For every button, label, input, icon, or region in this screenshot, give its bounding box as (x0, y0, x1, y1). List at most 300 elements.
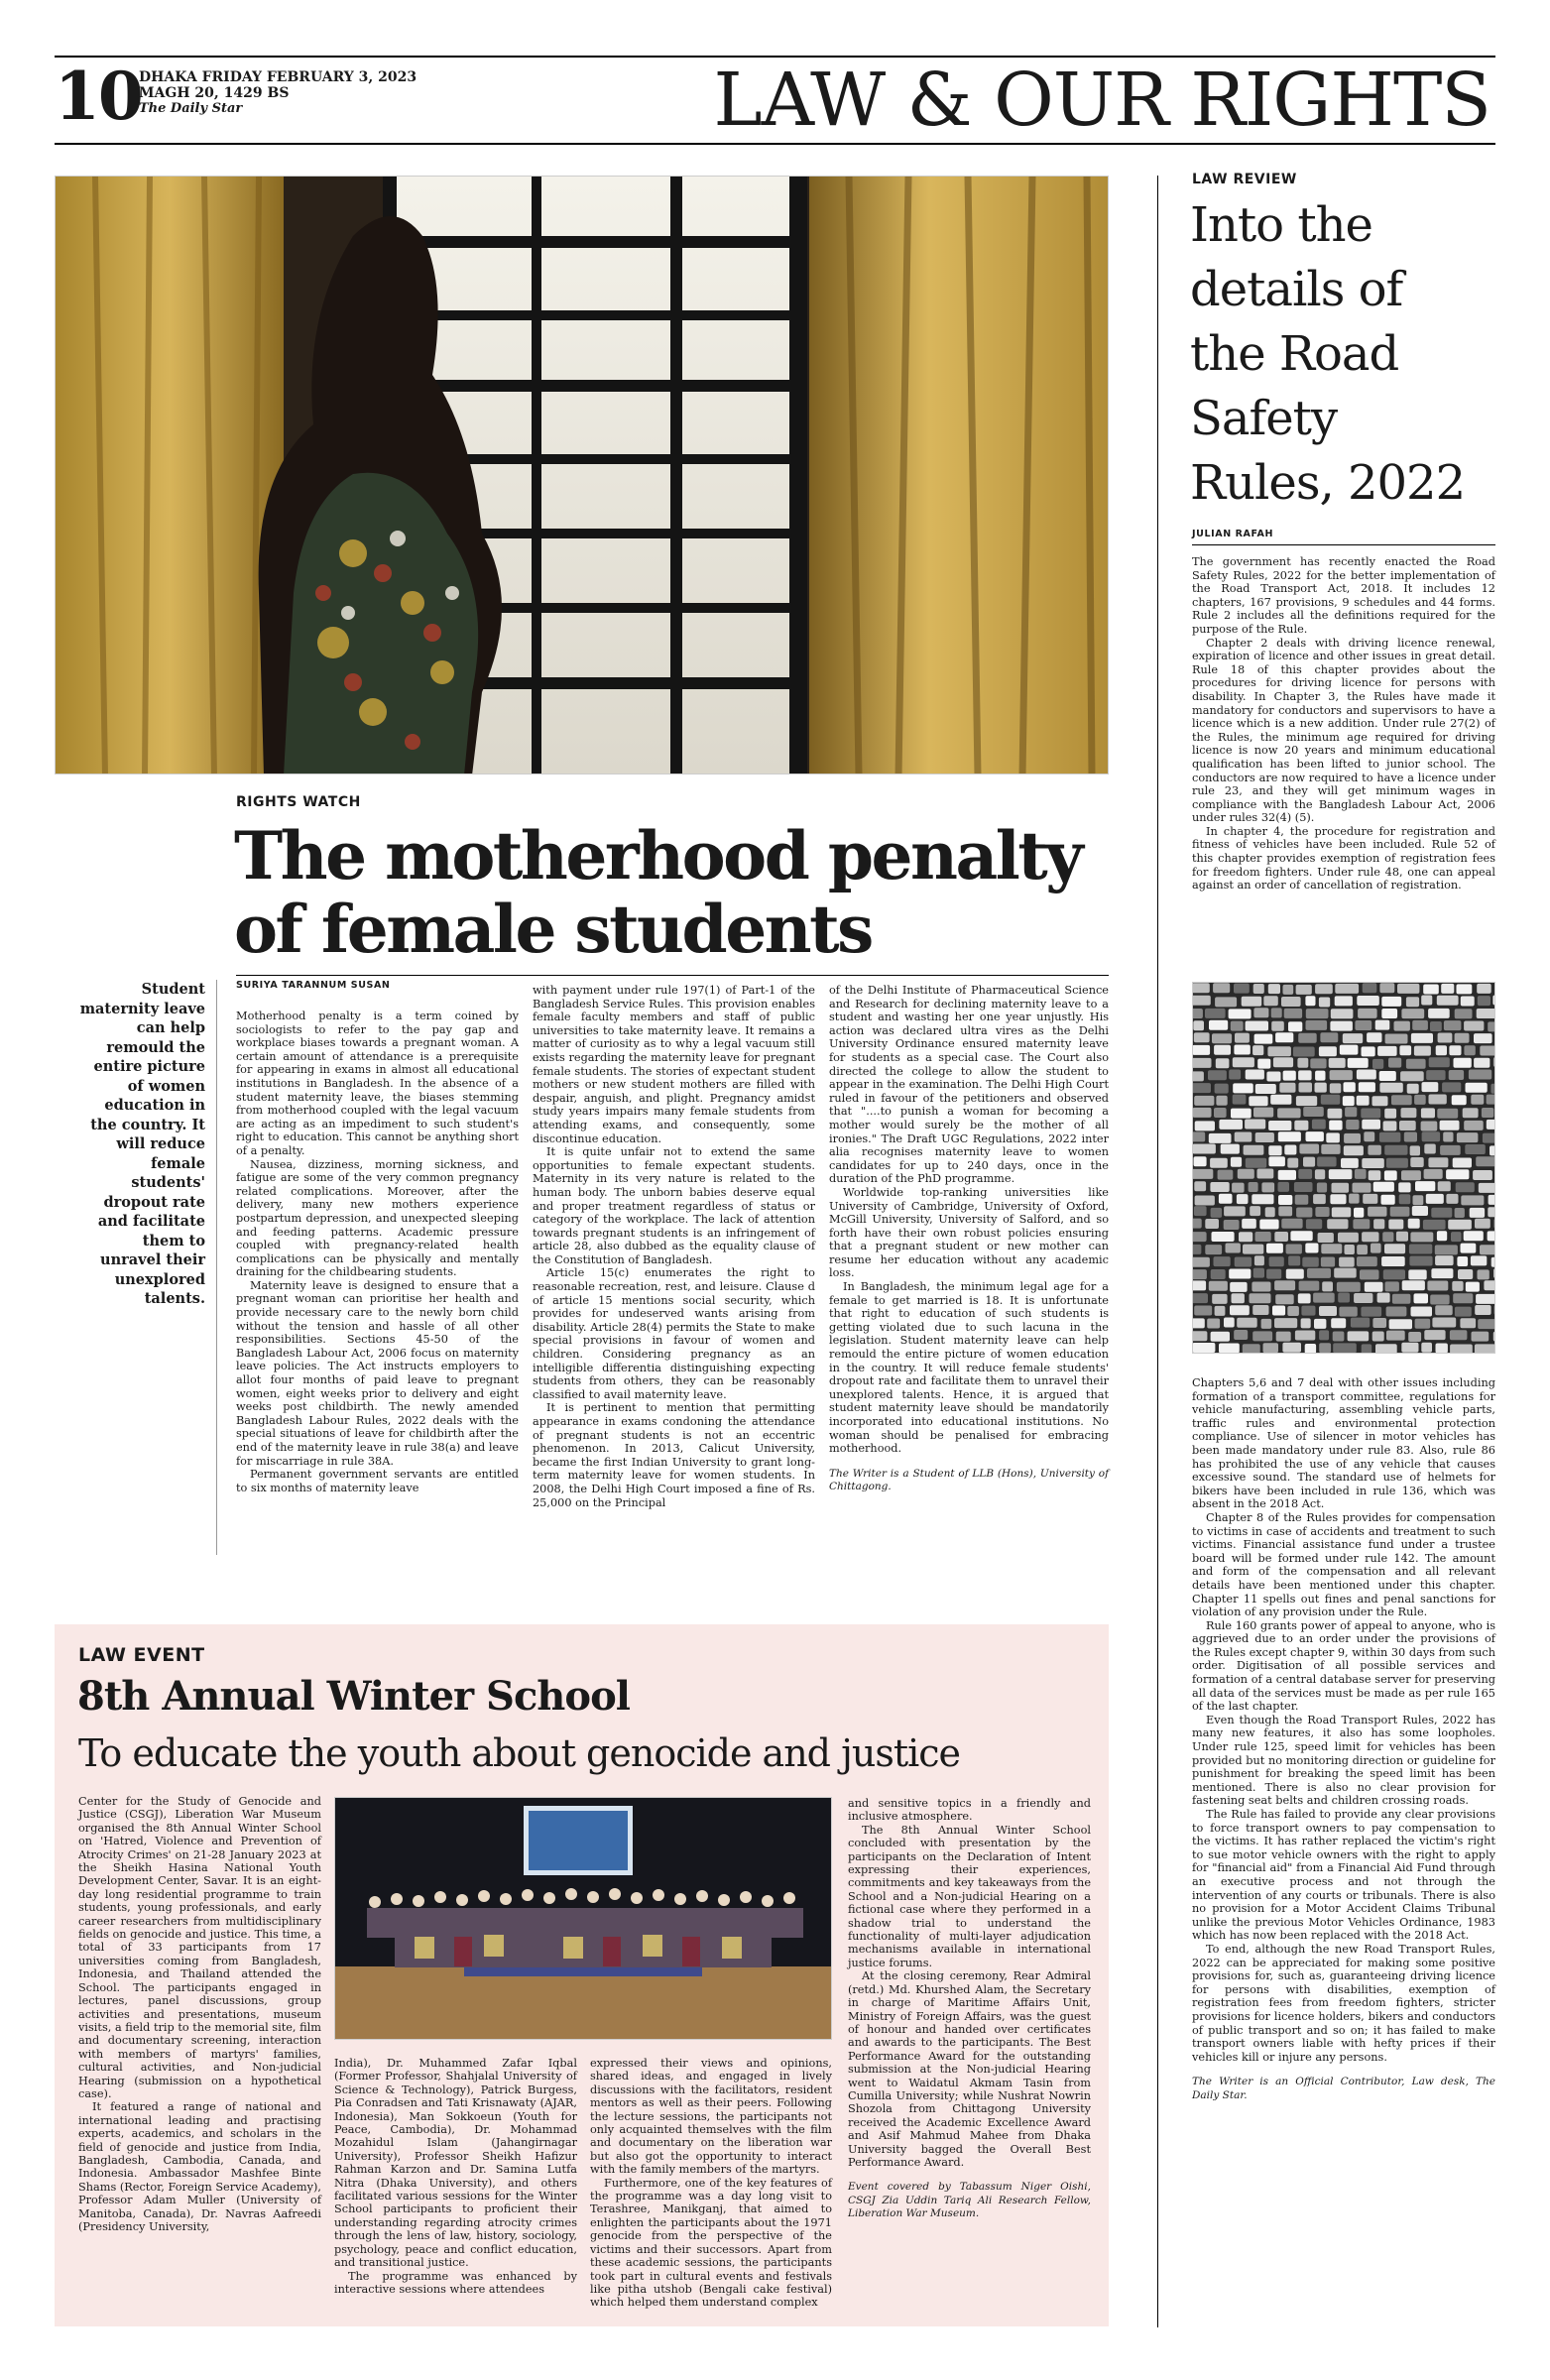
vehicle-shape (1332, 1207, 1351, 1217)
vehicle-shape (1331, 1009, 1354, 1018)
vehicle-shape (1396, 1232, 1408, 1242)
vehicle-shape (1307, 1268, 1331, 1278)
vehicle-shape (1320, 1032, 1338, 1042)
vehicle-shape (1411, 1033, 1433, 1043)
vehicle-shape (1299, 1144, 1319, 1154)
vehicle-shape (1319, 1330, 1329, 1340)
vehicle-shape (1209, 1020, 1228, 1030)
vehicle-shape (1488, 1207, 1495, 1217)
vehicle-shape (1193, 1144, 1216, 1154)
vehicle-shape (1254, 1034, 1273, 1044)
vehicle-shape (1446, 1169, 1469, 1179)
vehicle-shape (1287, 1306, 1299, 1316)
vehicle-shape (1329, 1169, 1353, 1179)
vehicle-shape (1344, 1133, 1361, 1143)
vehicle-shape (1427, 1281, 1448, 1291)
vehicle-shape (1327, 1219, 1348, 1229)
vehicle-shape (1488, 1231, 1495, 1241)
vehicle-shape (1466, 1083, 1488, 1093)
vehicle-shape (1464, 1021, 1484, 1031)
vehicle-shape (1306, 1009, 1329, 1018)
vehicle-shape (1235, 1132, 1252, 1142)
vehicle-shape (1259, 1220, 1278, 1230)
vehicle-shape (1478, 1269, 1490, 1279)
vehicle-shape (1424, 1169, 1443, 1179)
vehicle-shape (1461, 1244, 1477, 1253)
vehicle-shape (1193, 1343, 1215, 1353)
vehicle-shape (1319, 1046, 1337, 1056)
paragraph: with payment under rule 197(1) of Part-1 of the Bangladesh Service Rules. This provision enables female faculty members and staff of public universities to take maternity leave. It remains a matter of curiosity as to why a legal vacuum still exists regarding the maternity leave for pregnant female students. The stories of expectant student mothers or new student mothers are filled with despair, anguish, and plight. Pregnancy amidst study years impairs many female students from attending exams, and consequently, some discontinue education. (533, 984, 815, 1145)
headline-line: the Road (1190, 326, 1399, 382)
vehicle-shape (1383, 1269, 1405, 1279)
vehicle-shape (1349, 1194, 1360, 1204)
vehicle-shape (1463, 1108, 1479, 1118)
window-scene-illustration (56, 177, 1109, 774)
paragraph: Even though the Road Transport Rules, 2022 has many new features, it also has some loopholes. Under rule 125, speed limit for vehicles has been provided but no monitoring direction or guideline for punishment for breaking the speed limit has been mentioned. There is also no clear provision for fastening seat belts and children crossing roads. (1192, 1713, 1495, 1808)
paragraph: Rule 160 grants power of appeal to anyone, who is aggrieved due to an order under the provisions of the Rules except chapter 9, within 30 days from such order. Digitisation of all possible services and formation of a central database server for preserving all data of the services must be made as per rule 165 of the last chapter. (1192, 1618, 1495, 1714)
vehicle-shape (1344, 1082, 1356, 1092)
vehicle-shape (1334, 1268, 1357, 1278)
vehicle-shape (1306, 1020, 1328, 1030)
vehicle-shape (1234, 1330, 1248, 1340)
vehicle-shape (1315, 1083, 1327, 1093)
paragraph: Furthermore, one of the key features of the programme was a day long visit to Terashree, Manikganj, that aimed to enlighten the participants about the 1971 genocide from the perspective of the victims and their successors. Apart from these academic sessions, the participants took part in cultural events and festivals like pitha utshob (Bengali cake festival) which helped them understand complex (590, 2176, 832, 2310)
vehicle-shape (1288, 1255, 1300, 1265)
vehicle-shape (1283, 1071, 1296, 1081)
vehicle-shape (1479, 1183, 1495, 1193)
vehicle-shape (1318, 1233, 1334, 1243)
vehicle-shape (1453, 1293, 1473, 1303)
vehicle-shape (1335, 984, 1359, 994)
column-divider (1157, 176, 1158, 2327)
pull-quote-rule (216, 980, 217, 1555)
vehicle-shape (1353, 1219, 1370, 1229)
vehicle-shape (1294, 1121, 1308, 1130)
vehicle-shape (1435, 1255, 1454, 1265)
vehicle-shape (1321, 1257, 1335, 1267)
vehicle-shape (1437, 1109, 1458, 1119)
vehicle-shape (1406, 1059, 1426, 1069)
law-event-col-2 (334, 2057, 577, 2296)
vehicle-shape (1216, 1058, 1230, 1068)
vehicle-shape (1278, 1182, 1290, 1192)
vehicle-shape (1296, 1096, 1317, 1106)
vehicle-shape (1490, 1145, 1495, 1155)
vehicle-shape (1408, 1332, 1421, 1342)
paper-name: The Daily Star (139, 101, 243, 116)
vehicle-shape (1212, 1294, 1227, 1304)
vehicle-shape (1319, 998, 1330, 1008)
vehicle-shape (1193, 1257, 1210, 1267)
paragraph: expressed their views and opinions, shared ideas, and engaged in lively discussions with the facilitators, resident mentors as well as their peers. Following the lecture sessions, the participants not only acquainted themselves with the film and documentary on the liberation war but also got the opportunity to interact with the family members of the martyrs. (590, 2057, 832, 2177)
vehicle-shape (1234, 1045, 1250, 1055)
vehicle-shape (1211, 1208, 1223, 1218)
vehicle-shape (1322, 1281, 1333, 1291)
paragraph: Nausea, dizziness, morning sickness, and fatigue are some of the very common pregnancy related complications. Moreover, after the delivery, many new mothers experience postpartum depression, and unexpected sleeping and feeding patterns. Academic pressure coupled with pregnancy-related health complications can be physically and mentally draining for the childbearing students. (236, 1157, 519, 1279)
vehicle-shape (1282, 1343, 1301, 1353)
vehicle-shape (1317, 1183, 1327, 1193)
vehicle-shape (1484, 1280, 1495, 1290)
vehicle-shape (1384, 1170, 1397, 1180)
paragraph: Chapters 5,6 and 7 deal with other issues including formation of a transport committee, regulations for vehicle manufacturing, assembling vehicle parts, traffic rules and environmental protection compliance. Use of silencer in motor vehicles has been made mandatory under rule 83. Also, rule 86 has prohibited the use of any vehicle that causes excessive sound. The standard use of helmets for bikers have been included in rule 136, which was absent in the 2018 Act. (1192, 1376, 1495, 1511)
vehicle-shape (1229, 1009, 1252, 1018)
vehicle-shape (1345, 1245, 1355, 1254)
vehicle-shape (1298, 1033, 1317, 1043)
group-photo-illustration (335, 1798, 832, 2040)
paragraph: At the closing ceremony, Rear Admiral (retd.) Md. Khurshed Alam, the Secretary in charge of Maritime Affairs Unit, Ministry of Foreign Affairs, was the guest of honour and handed over certificates and awards to the participants. The Best Performance Award for the outstanding submission at the Non-judicial Hearing went to Waidatul Akmam Tasin from Cumilla University; while Nushrat Nowrin Shozola from Chittagong University received the Academic Excellence Award and Asif Mahmud Mahee from Dhaka University bagged the Overall Best Performance Award. (848, 1969, 1091, 2169)
vehicle-shape (1193, 1293, 1208, 1303)
vehicle-shape (1343, 1033, 1363, 1043)
vehicle-shape (1361, 1109, 1380, 1119)
vehicle-shape (1296, 1208, 1312, 1218)
paragraph: and sensitive topics in a friendly and inclusive atmosphere. (848, 1797, 1091, 1824)
vehicle-shape (1379, 1083, 1402, 1093)
vehicle-shape (1263, 1343, 1279, 1353)
vehicle-shape (1455, 1208, 1465, 1218)
vehicle-shape (1494, 1072, 1495, 1082)
rights-watch-col-2 (533, 984, 815, 1509)
vehicle-shape (1401, 1108, 1417, 1118)
vehicle-shape (1471, 1095, 1484, 1105)
paragraph: It is quite unfair not to extend the same opportunities to female expectant students. Maternity in its very nature is related to the human body. The unborn babies deserve equal and proper treatment regardless of status or category of the workplace. The lack of attention towards pregnant students is an infringement of article 28, also dubbed as the equality clause of the Constitution of Bangladesh. (533, 1145, 815, 1266)
vehicle-shape (1303, 1107, 1324, 1117)
winter-school-group-photo (334, 1797, 832, 2040)
vehicle-shape (1404, 1132, 1417, 1142)
vehicle-shape (1193, 983, 1210, 993)
vehicle-shape (1298, 1070, 1312, 1080)
vehicle-shape (1312, 1120, 1326, 1130)
vehicle-shape (1457, 1132, 1479, 1142)
headline-line-1: The motherhood penalty (234, 817, 1082, 894)
vehicle-shape (1391, 1095, 1412, 1105)
vehicle-shape (1367, 1032, 1381, 1042)
vehicle-shape (1428, 1157, 1448, 1167)
page-number: 10 (55, 58, 142, 135)
vehicle-shape (1305, 1244, 1318, 1253)
vehicle-shape (1215, 1084, 1229, 1094)
vehicle-shape (1414, 1293, 1429, 1303)
vehicle-shape (1430, 1295, 1449, 1305)
vehicle-shape (1207, 1319, 1220, 1329)
vehicle-shape (1381, 1009, 1397, 1018)
vehicle-shape (1388, 1220, 1403, 1230)
vehicle-shape (1344, 1145, 1364, 1155)
vehicle-shape (1244, 1145, 1264, 1155)
vehicle-shape (1452, 1281, 1463, 1291)
paragraph: The government has recently enacted the Road Safety Rules, 2022 for the better implementation of the Road Transport Act, 2018. It includes 12 chapters, 167 provisions, 9 schedules and 44 forms. Rule 2 includes all the definitions required for the purpose of the Rule. (1192, 555, 1495, 636)
vehicle-shape (1301, 1306, 1315, 1316)
vehicle-shape (1407, 1084, 1419, 1094)
vehicle-shape (1253, 984, 1264, 994)
paragraph: It featured a range of national and international leading and practising experts, academics, and scholars in the field of genocide and justice from India, Bangladesh, Cambodia, Canada, and Indonesia. Ambassador Mashfee Binte Shams (Rector, Foreign Service Academy), Professor Adam Muller (University of Manitoba, Canada), Dr. Navras Aafreedi (Presidency University, (78, 2100, 321, 2233)
vehicle-shape (1287, 1158, 1298, 1168)
vehicle-shape (1435, 1245, 1458, 1254)
paragraph: In chapter 4, the procedure for registration and fitness of vehicles have been included. Rule 52 of this chapter provides exemption of registration fees for freedom fighters. Under rule 48, one can appeal against an order of cancellation of registration. (1192, 824, 1495, 892)
vehicle-shape (1401, 1343, 1418, 1353)
vehicle-shape (1377, 1046, 1397, 1056)
vehicle-shape (1373, 1182, 1394, 1192)
law-event-col-4 (848, 1797, 1091, 2221)
vehicle-shape (1355, 1169, 1367, 1179)
vehicle-shape (1401, 1170, 1421, 1180)
vehicle-shape (1373, 1219, 1384, 1229)
vehicle-shape (1194, 1156, 1207, 1166)
vehicle-shape (1238, 1169, 1254, 1179)
vehicle-shape (1267, 1046, 1291, 1056)
vehicle-shape (1266, 1269, 1281, 1279)
vehicle-shape (1193, 1131, 1205, 1141)
vehicle-shape (1319, 1306, 1337, 1316)
vehicle-shape (1379, 983, 1394, 993)
vehicle-shape (1340, 1045, 1359, 1055)
vehicle-shape (1213, 983, 1230, 993)
vehicle-shape (1346, 1120, 1359, 1130)
vehicle-shape (1249, 1096, 1267, 1106)
vehicle-shape (1454, 1058, 1472, 1068)
vehicle-shape (1271, 1021, 1284, 1031)
vehicle-shape (1455, 1307, 1472, 1317)
vehicle-shape (1362, 1158, 1384, 1168)
vehicle-shape (1458, 1269, 1473, 1279)
vehicle-shape (1293, 1047, 1315, 1057)
vehicle-shape (1465, 1144, 1486, 1154)
vehicle-shape (1231, 1021, 1244, 1031)
vehicle-shape (1194, 1096, 1214, 1106)
vehicle-shape (1294, 1182, 1313, 1192)
vehicle-shape (1314, 1319, 1326, 1329)
vehicle-shape (1436, 1344, 1448, 1354)
vehicle-shape (1229, 1070, 1241, 1080)
vehicle-shape (1246, 1021, 1268, 1031)
vehicle-shape (1219, 1120, 1243, 1130)
vehicle-shape (1488, 1021, 1495, 1031)
traffic-jam-photo (1192, 982, 1495, 1354)
vehicle-shape (1477, 1009, 1495, 1018)
vehicle-shape (1271, 1008, 1282, 1017)
vehicle-shape (1266, 1072, 1280, 1082)
vehicle-shape (1476, 1294, 1495, 1304)
vehicle-shape (1437, 1231, 1447, 1241)
vehicle-shape (1313, 1293, 1335, 1303)
vehicle-shape (1194, 1181, 1206, 1191)
vehicle-shape (1381, 1195, 1395, 1205)
vehicle-shape (1214, 1045, 1231, 1055)
paragraph: Center for the Study of Genocide and Justice (CSGJ), Liberation War Museum organised the 8th Annual Winter School on 'Hatred, Violence and Prevention of Atrocity Crimes' on 21-28 January 2023 at the Sheikh Hasina National Youth Development Center, Savar. It is an eight-day long residential programme to train students, young professionals, and early career researchers from multidisciplinary fields on genocide and justice. This time, a total of 33 participants from 17 universities coming from Bangladesh, Indonesia, and Thailand attended the School. The participants engaged in lectures, panel discussions, group activities and presentations, museum visits, a field trip to the memorial site, film and documentary screening, interaction with members of martyrs' families, cultural activities, and Non-judicial Hearing (submission on a hypothetical case). (78, 1795, 321, 2100)
vehicle-shape (1372, 1096, 1388, 1106)
vehicle-shape (1299, 1083, 1313, 1093)
vehicle-shape (1494, 1305, 1496, 1315)
vehicle-shape (1254, 1255, 1264, 1265)
law-review-author-note: The Writer is an Official Contributor, Law desk, The Daily Star. (1192, 2076, 1495, 2101)
vehicle-shape (1400, 1071, 1424, 1081)
vehicle-shape (1305, 1344, 1316, 1354)
vehicle-shape (1386, 1158, 1408, 1168)
vehicle-shape (1379, 1071, 1396, 1081)
vehicle-shape (1494, 984, 1495, 994)
vehicle-shape (1281, 1219, 1302, 1229)
law-event-kicker: LAW EVENT (78, 1644, 205, 1666)
vehicle-shape (1272, 1306, 1285, 1316)
vehicle-shape (1461, 997, 1475, 1007)
vehicle-shape (1389, 1319, 1412, 1329)
vehicle-shape (1257, 1059, 1270, 1069)
vehicle-shape (1478, 996, 1490, 1006)
vehicle-shape (1193, 1058, 1212, 1068)
section-title: LAW & OUR RIGHTS (713, 58, 1490, 143)
vehicle-shape (1385, 1281, 1399, 1291)
vehicle-shape (1372, 1332, 1384, 1342)
vehicle-shape (1440, 1145, 1461, 1155)
vehicle-shape (1410, 1145, 1420, 1155)
vehicle-shape (1276, 1332, 1291, 1342)
vehicle-shape (1451, 1232, 1462, 1242)
vehicle-shape (1255, 1232, 1271, 1242)
vehicle-shape (1193, 1083, 1211, 1093)
vehicle-shape (1409, 1256, 1432, 1266)
vehicle-shape (1277, 1108, 1301, 1118)
vehicle-shape (1253, 1008, 1268, 1017)
vehicle-shape (1410, 1232, 1433, 1242)
vehicle-shape (1345, 1107, 1357, 1117)
vehicle-shape (1310, 1058, 1326, 1068)
vehicle-shape (1413, 1195, 1424, 1205)
vehicle-shape (1464, 1045, 1475, 1055)
vehicle-shape (1394, 1021, 1410, 1031)
vehicle-shape (1435, 1305, 1453, 1315)
vehicle-shape (1326, 1132, 1340, 1142)
vehicle-shape (1414, 1046, 1431, 1056)
vehicle-shape (1421, 1343, 1432, 1353)
vehicle-shape (1268, 1121, 1291, 1130)
vehicle-shape (1369, 1170, 1381, 1180)
vehicle-shape (1424, 1144, 1436, 1154)
vehicle-shape (1329, 1058, 1346, 1068)
vehicle-shape (1250, 1293, 1271, 1303)
vehicle-shape (1437, 996, 1459, 1006)
vehicle-shape (1210, 1182, 1229, 1192)
vehicle-shape (1339, 1307, 1357, 1317)
vehicle-shape (1476, 1156, 1495, 1166)
vehicle-shape (1193, 1280, 1206, 1290)
vehicle-shape (1357, 1256, 1377, 1266)
vehicle-shape (1456, 1182, 1475, 1192)
vehicle-shape (1235, 1033, 1250, 1043)
vehicle-shape (1408, 1269, 1426, 1279)
vehicle-shape (1234, 984, 1250, 994)
vehicle-shape (1281, 997, 1301, 1007)
paragraph: Article 15(c) enumerates the right to reasonable recreation, rest, and leisure. Clause d of article 15 mentions social security, which provides for undeserved wants arising from disability. Article 28(4) permits the State to make special provisions in favour of women and children. Considering pregnancy as an intelligible differentia distinguishing expecting students from others, they can be reasonably classified to avail maternity leave. (533, 1266, 815, 1401)
vehicle-shape (1438, 1033, 1453, 1043)
vehicle-shape (1422, 1082, 1439, 1092)
vehicle-shape (1341, 1158, 1359, 1168)
vehicle-shape (1402, 1280, 1425, 1290)
headline-line: Into the (1190, 197, 1372, 253)
vehicle-shape (1216, 1096, 1227, 1106)
vehicle-shape (1249, 1182, 1258, 1192)
vehicle-shape (1457, 984, 1473, 994)
vehicle-shape (1315, 1071, 1325, 1081)
vehicle-shape (1477, 984, 1491, 994)
vehicle-shape (1410, 1157, 1423, 1167)
vehicle-shape (1193, 1169, 1213, 1179)
vehicle-shape (1274, 1318, 1297, 1328)
vehicle-shape (1357, 996, 1379, 1006)
vehicle-shape (1321, 1244, 1342, 1253)
vehicle-shape (1266, 1244, 1283, 1253)
vehicle-shape (1478, 1319, 1495, 1329)
date-block (139, 69, 417, 117)
vehicle-shape (1348, 1331, 1370, 1341)
vehicle-shape (1452, 1095, 1467, 1105)
vehicle-shape (1444, 1020, 1462, 1030)
vehicle-shape (1252, 1282, 1270, 1292)
vehicle-shape (1372, 1059, 1383, 1069)
rights-watch-col-3 (829, 984, 1109, 1494)
vehicle-shape (1424, 1330, 1445, 1340)
vehicle-shape (1273, 1057, 1293, 1067)
vehicle-shape (1255, 1132, 1274, 1142)
vehicle-shape (1303, 1157, 1315, 1167)
vehicle-shape (1193, 1318, 1205, 1328)
vehicle-shape (1288, 1021, 1302, 1031)
vehicle-shape (1487, 1120, 1495, 1130)
paragraph: It is pertinent to mention that permitting appearance in exams condoning the attendance of pregnant students is not an eccentric phenomenon. In 2013, Calicut University, became the first Indian University to grant long-term maternity leave for women students. In 2008, the Delhi High Court imposed a fine of Rs. 25,000 on the Principal (533, 1401, 815, 1509)
vehicle-shape (1428, 1009, 1450, 1018)
law-review-headline (1190, 193, 1488, 516)
vehicle-shape (1279, 1083, 1295, 1093)
vehicle-shape (1317, 1157, 1337, 1167)
vehicle-shape (1475, 1344, 1495, 1354)
vehicle-shape (1397, 984, 1419, 994)
vehicle-shape (1361, 1307, 1381, 1317)
vehicle-shape (1480, 1245, 1495, 1254)
paragraph: of the Delhi Institute of Pharmaceutical Science and Research for declining maternity leave to a student and wasting her one year unjustly. His action was declared ultra vires as the Delhi University Ordinance ensured maternity leave for students as a special case. The Court also directed the college to allow the student to appear in the examination. The Delhi High Court ruled in favour of the petitioners and observed that "....to punish a woman for becoming a mother would surely be the mother of all ironies." The Draft UGC Regulations, 2022 inter alia recognises maternity leave to women candidates for up to 240 days, once in the duration of the PhD programme. (829, 984, 1109, 1186)
vehicle-shape (1193, 996, 1211, 1006)
vehicle-shape (1483, 1133, 1495, 1143)
vehicle-shape (1487, 1095, 1495, 1105)
vehicle-shape (1261, 1182, 1274, 1192)
vehicle-shape (1233, 1083, 1253, 1093)
vehicle-shape (1306, 1131, 1324, 1141)
vehicle-shape (1493, 1332, 1495, 1342)
vehicle-shape (1372, 1318, 1386, 1328)
vehicle-shape (1219, 1194, 1233, 1204)
vehicle-shape (1209, 1281, 1228, 1291)
vehicle-shape (1315, 984, 1333, 994)
vehicle-shape (1233, 1095, 1247, 1105)
vehicle-shape (1212, 1033, 1232, 1043)
vehicle-shape (1359, 1082, 1375, 1092)
rights-watch-byline: SURIYA TARANNUM SUSAN (236, 980, 391, 991)
vehicle-shape (1386, 1331, 1405, 1341)
pregnant-student-photo (55, 176, 1109, 774)
vehicle-shape (1354, 1208, 1364, 1218)
vehicle-shape (1215, 997, 1237, 1007)
vehicle-shape (1408, 1219, 1420, 1229)
vehicle-shape (1193, 1020, 1204, 1030)
vehicle-shape (1193, 1232, 1207, 1242)
vehicle-shape (1423, 1220, 1446, 1230)
vehicle-shape (1450, 1330, 1468, 1340)
vehicle-shape (1255, 1084, 1276, 1094)
vehicle-shape (1211, 1332, 1230, 1342)
vehicle-shape (1493, 1057, 1495, 1067)
vehicle-shape (1275, 1294, 1294, 1304)
vehicle-shape (1471, 1255, 1487, 1265)
vehicle-shape (1194, 1206, 1207, 1216)
bangla-date: MAGH 20, 1429 BS (139, 85, 290, 101)
paragraph: The programme was enhanced by interactive sessions where attendees (334, 2269, 577, 2296)
